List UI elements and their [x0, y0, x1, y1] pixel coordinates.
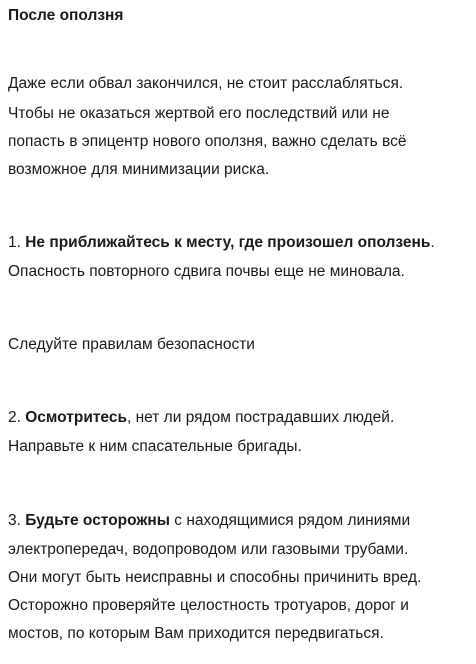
item-3-line-3: Они могут быть неисправны и способны причинить вред. — [8, 569, 422, 586]
item-3-rest: с находящимися рядом линиями — [170, 512, 411, 529]
item-2-line-2: Направьте к ним спасательные бригады. — [8, 438, 302, 455]
item-3-number: 3. — [8, 512, 26, 529]
item-3-bold: Будьте осторожны — [25, 512, 170, 529]
safety-note: Следуйте правилам безопасности — [8, 336, 255, 353]
item-3-line-5: мостов, по которым Вам приходится передвигаться. — [8, 625, 384, 642]
intro-line-4: возможное для минимизации риска. — [8, 161, 270, 178]
intro-line-1: Даже если обвал закончился, не стоит расслабляться. — [8, 75, 404, 92]
item-1-rest: . — [430, 234, 435, 251]
item-3-line-2: электропередач, водопроводом или газовыми трубами. — [8, 541, 409, 558]
item-1-bold: Не приближайтесь к месту, где произошел оползень — [25, 234, 431, 251]
item-2-heading — [8, 408, 394, 428]
item-3-line-4: Осторожно проверяйте целостность тротуаров, дорог и — [8, 597, 409, 614]
document-title: После оползня — [8, 7, 124, 24]
item-2-number: 2. — [8, 409, 26, 426]
item-2-rest: , нет ли рядом пострадавших людей. — [127, 409, 395, 426]
item-1-line-2: Опасность повторного сдвига почвы еще не миновала. — [8, 263, 405, 280]
item-1-heading — [8, 233, 435, 253]
item-3-heading — [8, 511, 410, 531]
intro-line-2: Чтобы не оказаться жертвой его последствий или не — [8, 105, 390, 122]
intro-line-3: попасть в эпицентр нового оползня, важно сделать всё — [8, 133, 407, 150]
item-1-number: 1. — [8, 234, 26, 251]
item-2-bold: Осмотритесь — [25, 409, 127, 426]
